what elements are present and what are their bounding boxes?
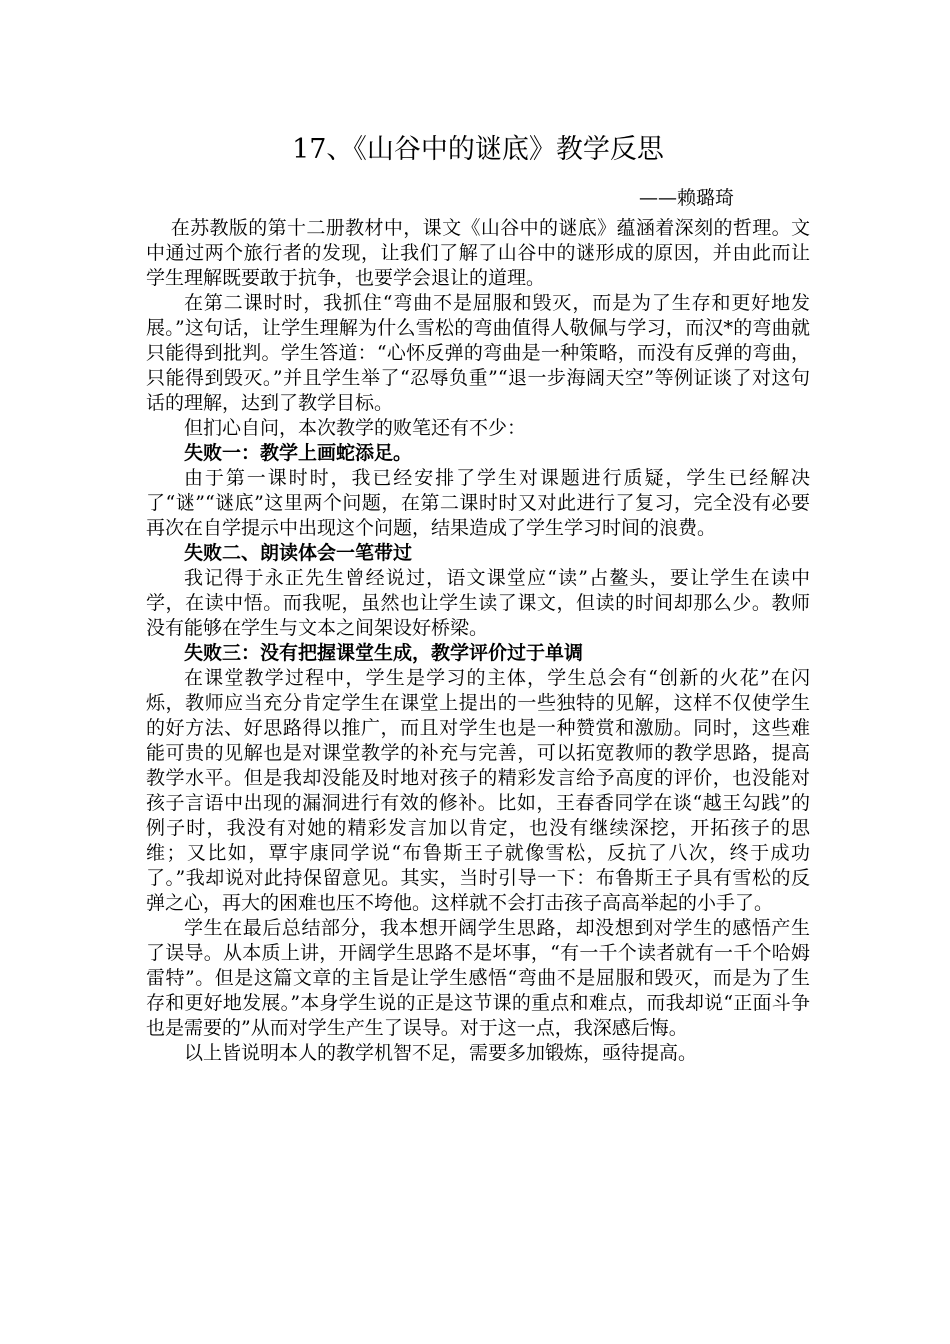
heading-failure-one: 失败一：教学上画蛇添足。 — [184, 442, 413, 464]
document-author: ——赖璐琦 — [638, 187, 734, 209]
heading-failure-two: 失败二、朗读体会一笔带过 — [184, 542, 413, 564]
paragraph-failure-two: 我记得于永正先生曾经说过，语文课堂应“读”占鳌头，要让学生在读中学，在读中悟。而我呢，虽然也让学生读了课文，但读的时间却那么少。教师没有能够在学生与文本之间架设好桥梁。 — [146, 567, 810, 639]
paragraph-second-lesson: 在第二课时时，我抓住“弯曲不是屈服和毁灭，而是为了生存和更好地发展。”这句话，让学生理解为什么雪松的弯曲值得人敬佩与学习，而汉*的弯曲就只能得到批判。学生答道：“心怀反弹的弯曲是一种策略，而没有反弹的弯曲，只能得到毁灭。”并且学生举了“忍辱负重”“退一步海阔天空”等例证谈了对这句话的理解，达到了教学目标。 — [146, 292, 810, 414]
paragraph-summary-misguide: 学生在最后总结部分，我本想开阔学生思路，却没想到对学生的感悟产生了误导。从本质上讲，开阔学生思路不是坏事，“有一千个读者就有一千个哈姆雷特”。但是这篇文章的主旨是让学生感悟“弯曲不是屈服和毁灭，而是为了生存和更好地发展。”本身学生说的正是这节课的重点和难点，而我却说“正面斗争也是需要的”从而对学生产生了误导。对于这一点，我深感后悔。 — [146, 917, 810, 1039]
paragraph-conclusion: 以上皆说明本人的教学机智不足，需要多加锻炼，亟待提高。 — [184, 1042, 698, 1064]
paragraph-self-reflection: 但扪心自问，本次教学的败笔还有不少： — [184, 417, 527, 439]
document-title: 17、《山谷中的谜底》教学反思 — [292, 134, 664, 165]
paragraph-intro: 在苏教版的第十二册教材中，课文《山谷中的谜底》蕴涵着深刻的哲理。文中通过两个旅行者的发现，让我们了解了山谷中的谜形成的原因，并由此而让学生理解既要敢于抗争，也要学会退让的道理。 — [146, 217, 810, 289]
paragraph-failure-three: 在课堂教学过程中，学生是学习的主体，学生总会有“创新的火花”在闪烁，教师应当充分肯定学生在课堂上提出的一些独特的见解，这样不仅使学生的好方法、好思路得以推广，而且对学生也是一种赞赏和激励。同时，这些难能可贵的见解也是对课堂教学的补充与完善，可以拓宽教师的教学思路，提高教学水平。但是我却没能及时地对孩子的精彩发言给予高度的评价，也没能对孩子言语中出现的漏洞进行有效的修补。比如，王春香同学在谈“越王勾践”的例子时，我没有对她的精彩发言加以肯定，也没有继续深挖，开拓孩子的思维；又比如，覃宇康同学说“布鲁斯王子就像雪松，反抗了八次，终于成功了。”我却说对此持保留意见。其实，当时引导一下：布鲁斯王子具有雪松的反弹之心，再大的困难也压不垮他。这样就不会打击孩子高高举起的小手了。 — [146, 667, 810, 914]
heading-failure-three: 失败三：没有把握课堂生成，教学评价过于单调 — [184, 642, 584, 664]
document-body — [146, 130, 810, 1066]
paragraph-failure-one: 由于第一课时时，我已经安排了学生对课题进行质疑，学生已经解决了“谜”“谜底”这里两个问题，在第二课时时又对此进行了复习，完全没有必要再次在自学提示中出现这个问题，结果造成了学生学习时间的浪费。 — [146, 467, 810, 539]
